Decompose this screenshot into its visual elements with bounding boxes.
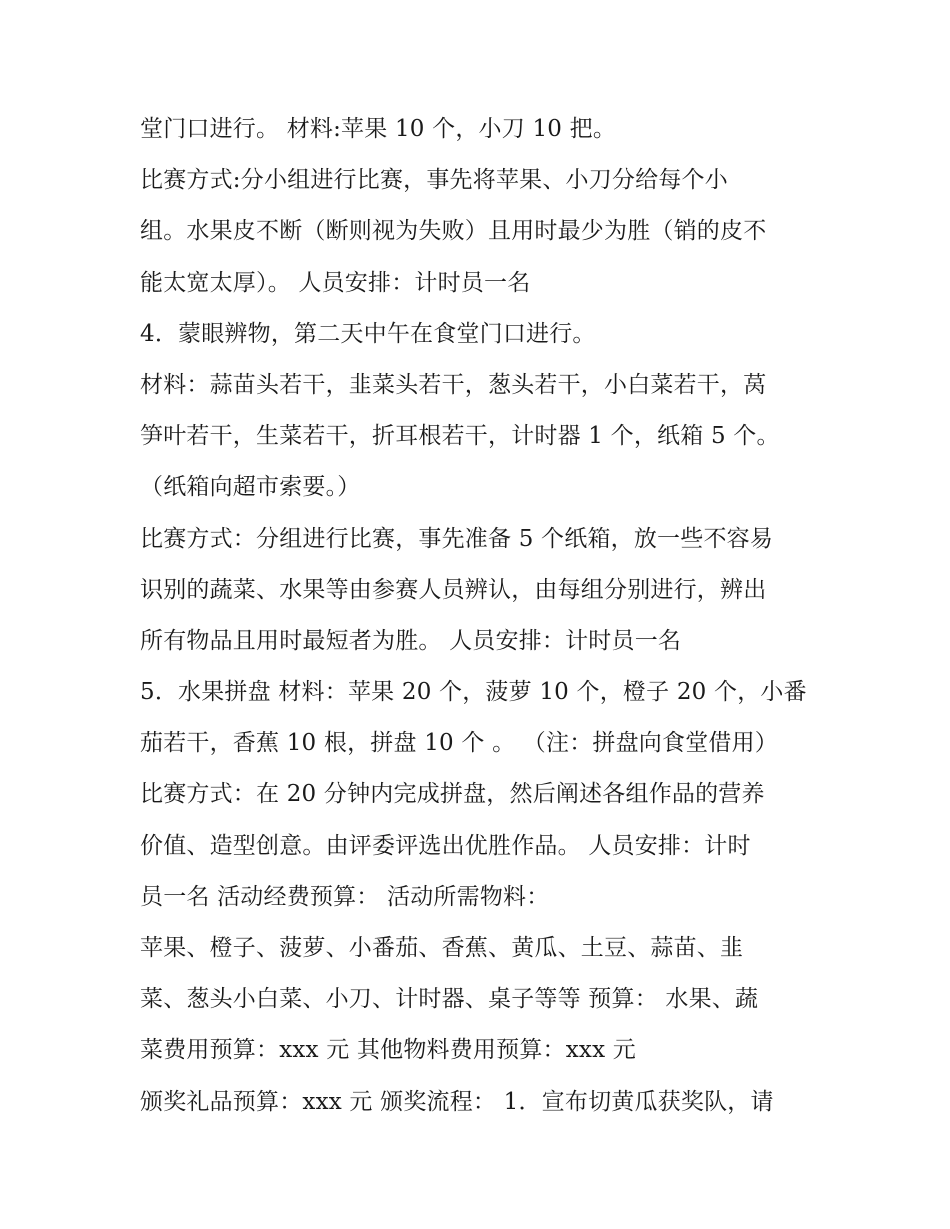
text-line: 菜、葱头小白菜、小刀、计时器、桌子等等 预算： 水果、蔬 (140, 986, 759, 1013)
text-line: 5．水果拼盘 材料：苹果 20 个，菠萝 10 个，橙子 20 个，小番 (140, 679, 807, 706)
text-line: 比赛方式:分小组进行比赛，事先将苹果、小刀分给每个小 (140, 167, 728, 194)
text-line: 能太宽太厚）。 人员安排：计时员一名 (140, 269, 531, 296)
text-line: 组。水果皮不断（断则视为失败）且用时最少为胜（销的皮不 (140, 218, 767, 245)
text-line: 菜费用预算：xxx 元 其他物料费用预算：xxx 元 (140, 1037, 636, 1064)
text-line: 4．蒙眼辨物，第二天中午在食堂门口进行。 (140, 320, 596, 347)
text-line: （纸箱向超市索要。） (140, 474, 361, 501)
text-line: 价值、造型创意。由评委评选出优胜作品。 人员安排：计时 (140, 832, 751, 859)
text-line: 所有物品且用时最短者为胜。 人员安排：计时员一名 (140, 627, 682, 654)
text-line: 堂门口进行。 材料:苹果 10 个，小刀 10 把。 (140, 116, 617, 142)
text-line: 茄若干，香蕉 10 根，拼盘 10 个 。 （注：拼盘向食堂借用） (140, 730, 778, 757)
text-line: 识别的蔬菜、水果等由参赛人员辨认，由每组分别进行，辨出 (140, 576, 767, 603)
text-line: 比赛方式：分组进行比赛，事先准备 5 个纸箱，放一些不容易 (140, 525, 774, 552)
text-line: 材料：蒜苗头若干，韭菜头若干，葱头若干，小白菜若干，莴 (140, 371, 767, 398)
text-line: 颁奖礼品预算：xxx 元 颁奖流程： 1．宣布切黄瓜获奖队，请 (140, 1088, 774, 1115)
text-line: 比赛方式：在 20 分钟内完成拼盘，然后阐述各组作品的营养 (140, 781, 765, 808)
text-line: 笋叶若干，生菜若干，折耳根若干，计时器 1 个，纸箱 5 个。 (140, 423, 780, 450)
text-line: 员一名 活动经费预算： 活动所需物料： (140, 883, 550, 910)
text-line: 苹果、橙子、菠萝、小番茄、香蕉、黄瓜、土豆、蒜苗、韭 (140, 935, 744, 961)
body-text (140, 104, 830, 1128)
